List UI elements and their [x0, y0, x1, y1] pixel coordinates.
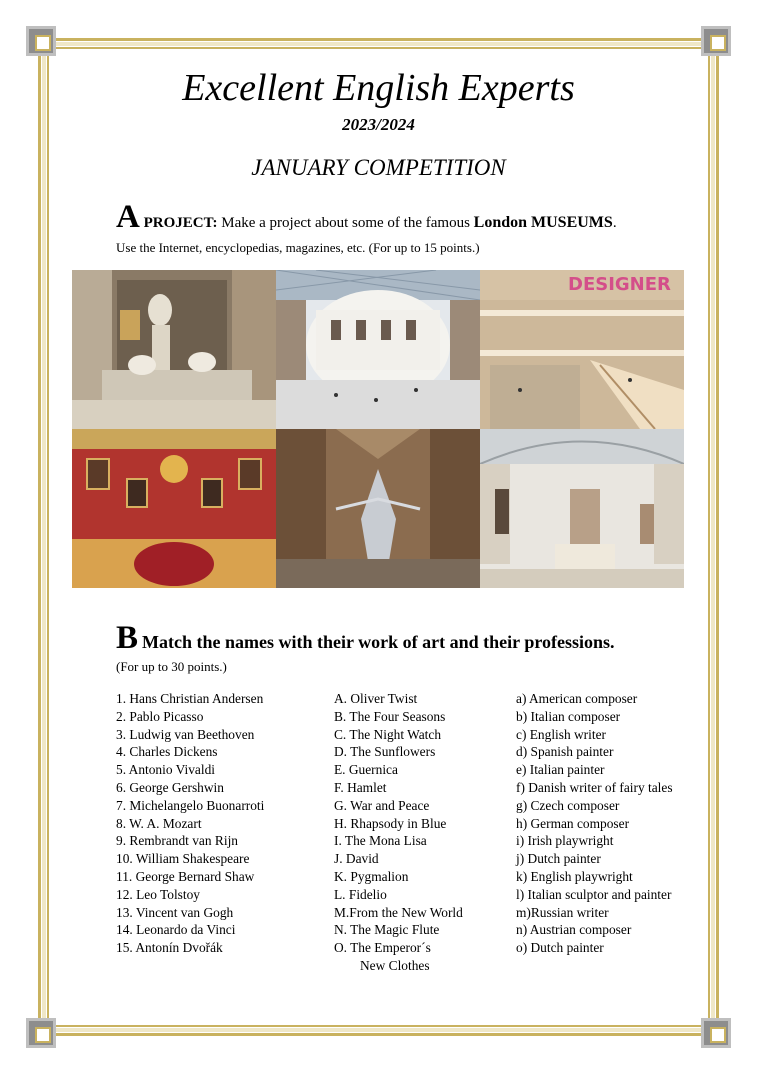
- sculpture-gallery-photo: [72, 270, 276, 429]
- list-item: l) Italian sculptor and painter: [516, 886, 672, 902]
- works-list: [334, 690, 509, 975]
- list-item: C. The Night Watch: [334, 726, 442, 742]
- list-item: B. The Four Seasons: [334, 708, 446, 724]
- list-item: n) Austrian composer: [516, 922, 632, 938]
- section-b-letter: B: [116, 620, 139, 656]
- great-court-photo: [276, 270, 480, 429]
- list-item: M.From the New World: [334, 904, 463, 920]
- list-item: k) English playwright: [516, 868, 633, 884]
- list-item: 15. Antonín Dvořák: [116, 940, 223, 956]
- list-item: L. Fidelio: [334, 886, 387, 902]
- list-item: G. War and Peace: [334, 797, 430, 813]
- whale-skeleton-hall-photo: [276, 429, 480, 588]
- list-item: i) Irish playwright: [516, 833, 614, 849]
- list-item: 6. George Gershwin: [116, 779, 224, 795]
- page-title: Excellent English Experts: [182, 67, 575, 109]
- design-museum-photo: [480, 270, 684, 429]
- section-a-text: Make a project about some of the famous: [217, 215, 474, 231]
- museum-photo-gallery: [72, 270, 684, 588]
- section-a-letter: A: [116, 199, 140, 235]
- section-b-instruction: [116, 620, 716, 657]
- list-item: D. The Sunflowers: [334, 744, 436, 760]
- list-item: 2. Pablo Picasso: [116, 708, 204, 724]
- section-b-points: (For up to 30 points.): [116, 659, 227, 674]
- section-a-label: PROJECT:: [143, 215, 218, 231]
- list-item: b) Italian composer: [516, 708, 621, 724]
- section-a: [116, 200, 696, 256]
- corner-ornament-bottom-left: [26, 1018, 56, 1048]
- list-item: 7. Michelangelo Buonarroti: [116, 797, 265, 813]
- competition-title: JANUARY COMPETITION: [251, 155, 506, 180]
- design-museum-sign: DESIGNER: [568, 274, 671, 295]
- list-item: N. The Magic Flute: [334, 922, 440, 938]
- section-a-text-end: .: [612, 215, 617, 231]
- list-item: 11. George Bernard Shaw: [116, 868, 255, 884]
- red-drawing-room-photo: [72, 429, 276, 588]
- list-item: g) Czech composer: [516, 797, 620, 813]
- list-item: o) Dutch painter: [516, 940, 604, 956]
- section-a-bold-text: London MUSEUMS: [473, 214, 613, 231]
- section-b-heading: Match the names with their work of art and their professions.: [142, 632, 615, 652]
- corner-ornament-top-right: [701, 26, 731, 56]
- list-item: 4. Charles Dickens: [116, 744, 218, 760]
- list-item: 12. Leo Tolstoy: [116, 886, 200, 902]
- list-item: 14. Leonardo da Vinci: [116, 922, 236, 938]
- section-b: [116, 620, 716, 675]
- list-item: F. Hamlet: [334, 779, 387, 795]
- professions-list: [516, 690, 711, 957]
- list-item: J. David: [334, 851, 379, 867]
- list-item: A. Oliver Twist: [334, 691, 418, 706]
- list-item: c) English writer: [516, 726, 606, 742]
- list-item: O. The Emperor´s: [334, 940, 431, 956]
- list-item: 8. W. A. Mozart: [116, 815, 202, 831]
- list-item: 3. Ludwig van Beethoven: [116, 726, 255, 742]
- sculpture-hall-photo: [480, 429, 684, 588]
- section-a-resources: Use the Internet, encyclopedias, magazines, etc. (For up to 15 points.): [116, 240, 480, 255]
- list-item: 9. Rembrandt van Rijn: [116, 833, 238, 849]
- list-item: 10. William Shakespeare: [116, 851, 250, 867]
- corner-ornament-bottom-right: [701, 1018, 731, 1048]
- list-item: j) Dutch painter: [516, 851, 601, 867]
- list-item: d) Spanish painter: [516, 744, 614, 760]
- list-item: H. Rhapsody in Blue: [334, 815, 447, 831]
- list-item: 5. Antonio Vivaldi: [116, 762, 216, 778]
- list-item: h) German composer: [516, 815, 630, 831]
- corner-ornament-top-left: [26, 26, 56, 56]
- list-item: f) Danish writer of fairy tales: [516, 779, 673, 795]
- names-list: [116, 690, 326, 957]
- list-item: 13. Vincent van Gogh: [116, 904, 234, 920]
- list-item: e) Italian painter: [516, 762, 605, 778]
- list-item: m)Russian writer: [516, 904, 609, 920]
- list-item: E. Guernica: [334, 762, 398, 778]
- list-item: I. The Mona Lisa: [334, 833, 427, 849]
- list-item: K. Pygmalion: [334, 868, 409, 884]
- list-item-continued: New Clothes: [360, 957, 430, 973]
- section-a-instruction: [116, 200, 696, 240]
- list-item: a) American composer: [516, 691, 638, 706]
- school-year: 2023/2024: [342, 115, 415, 134]
- list-item: 1. Hans Christian Andersen: [116, 691, 264, 706]
